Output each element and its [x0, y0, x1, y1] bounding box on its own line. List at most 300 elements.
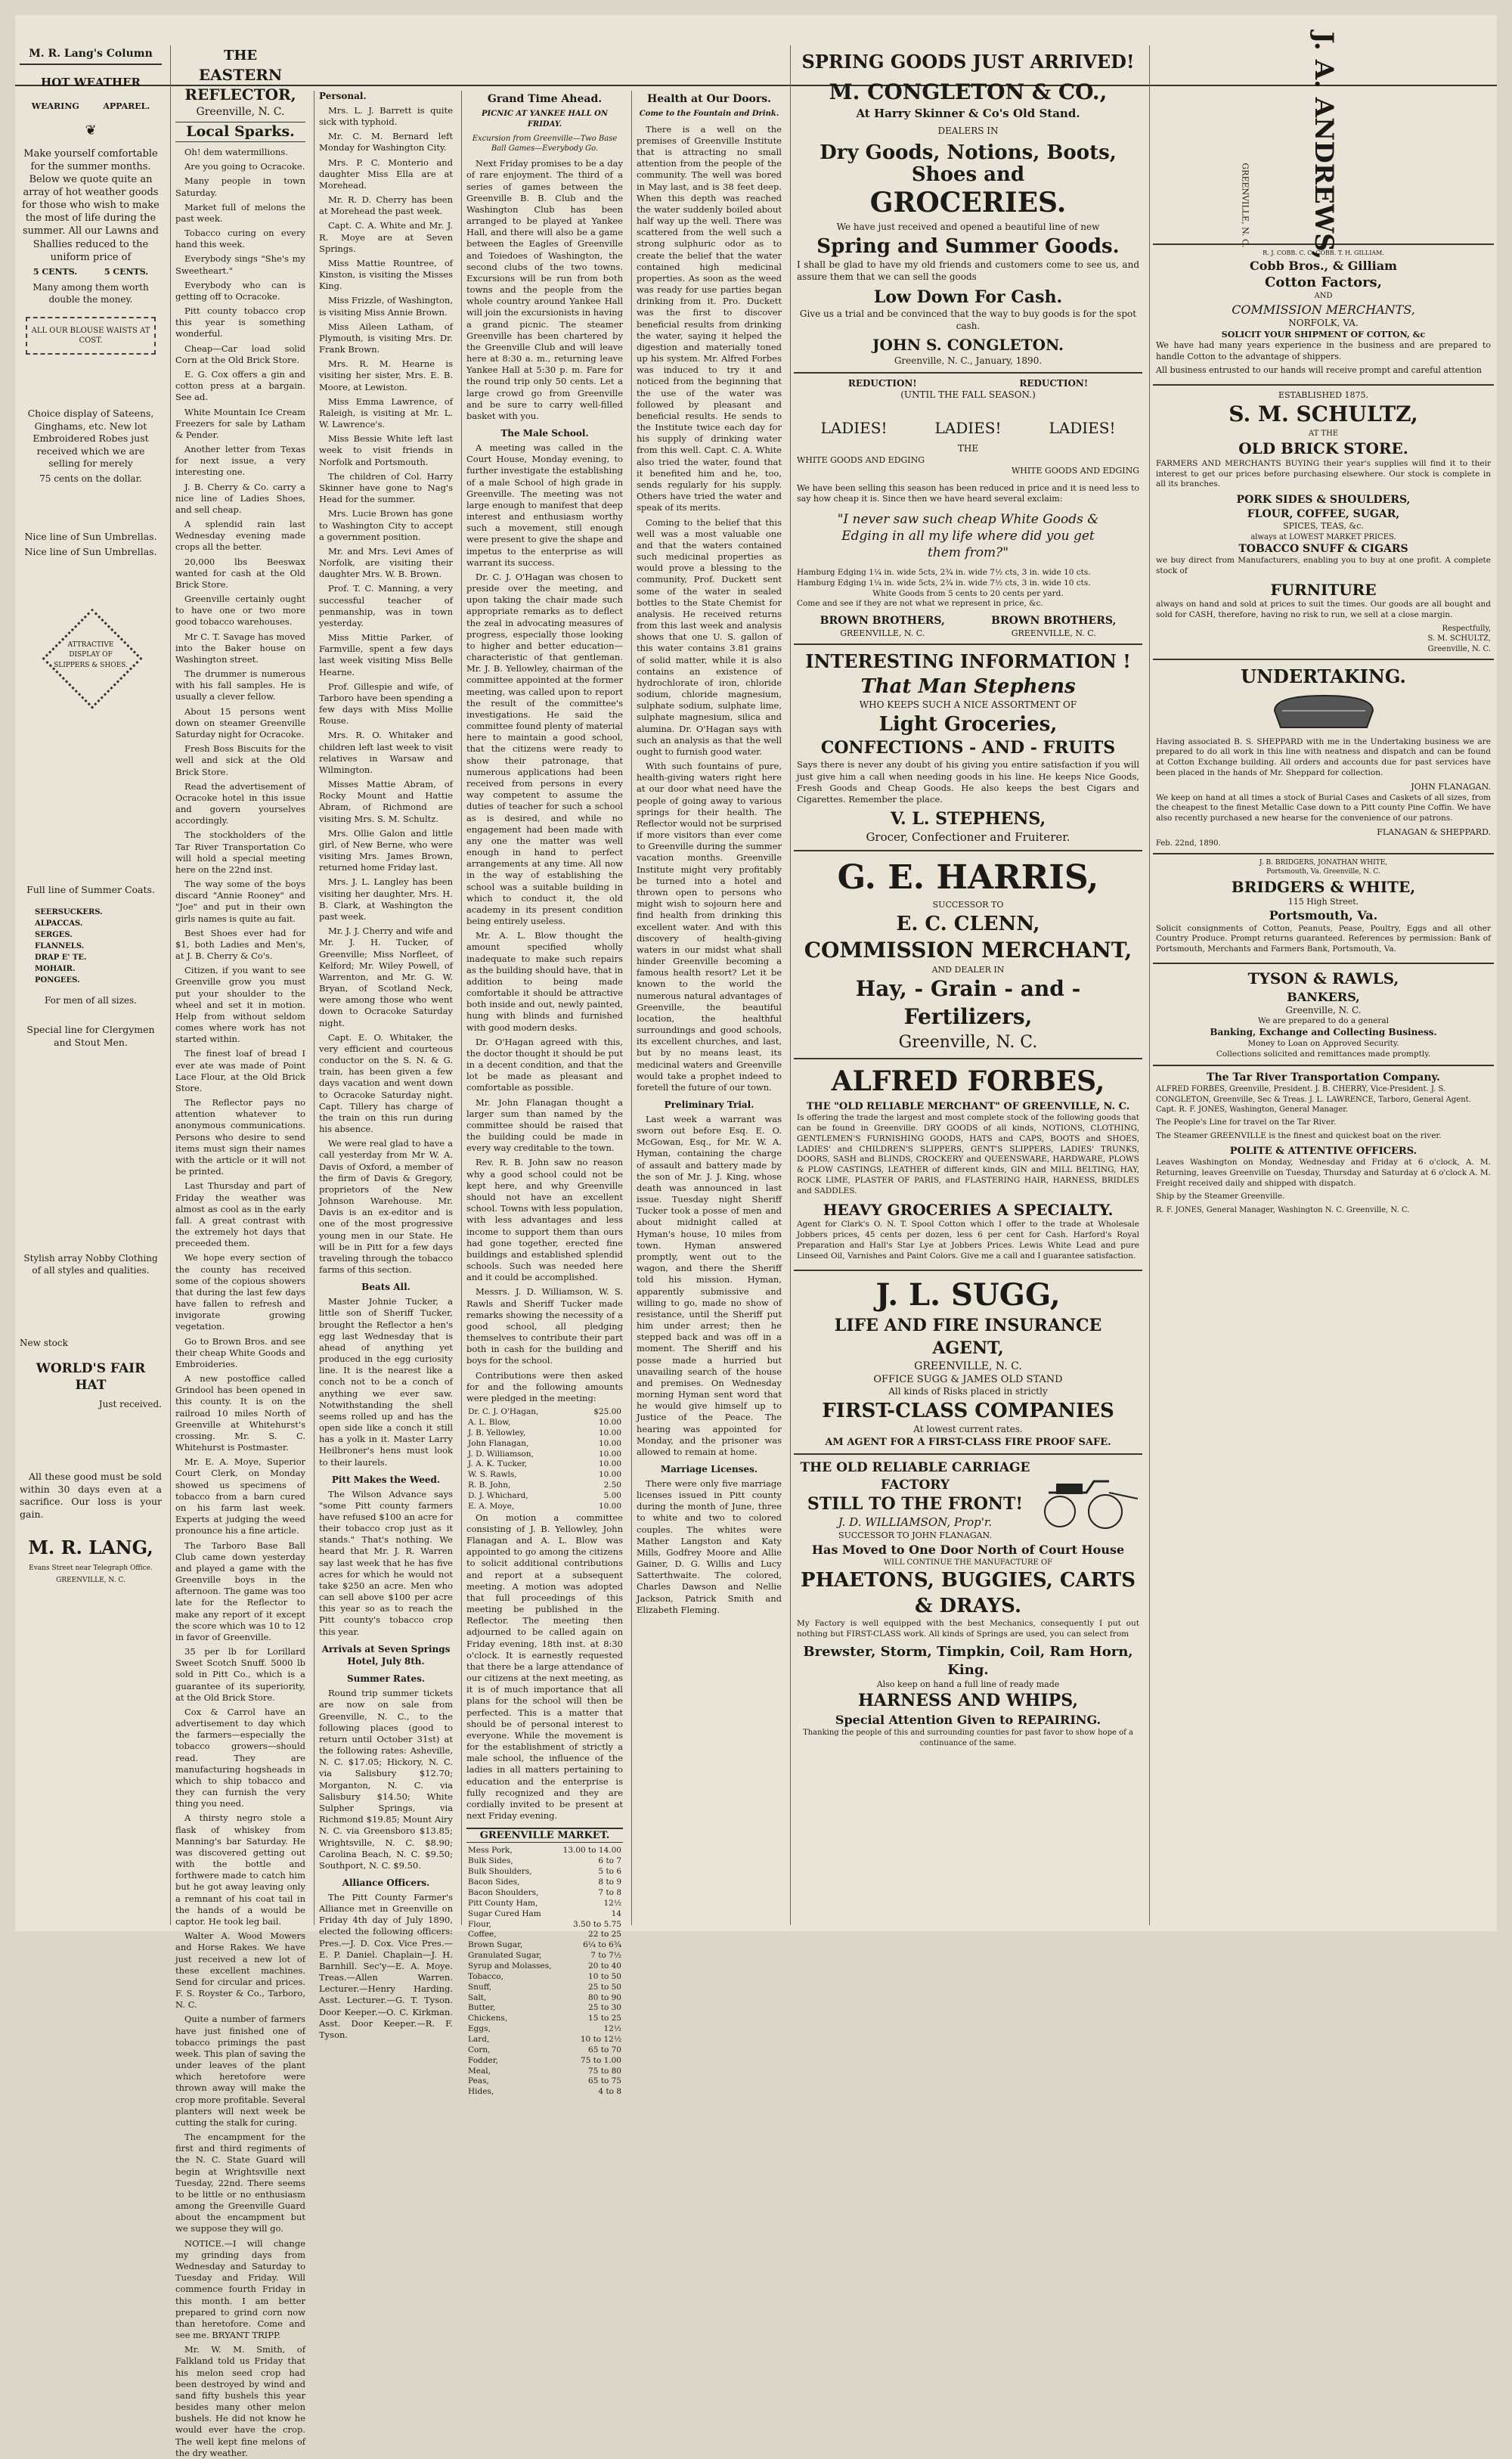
sugg-ad: [794, 1271, 1142, 1456]
skinner-stand: At Harry Skinner & Co's Old Stand.: [856, 106, 1080, 120]
local-item: A thirsty negro stole a flask of whiskey from Manning's bar Saturday. He was discovered getting out with the bottle and forthwere made to catch him but he got away leaving only a remnant of his coat tail in the hands of a would be captor. He took leg bail.: [175, 1812, 305, 1927]
bridgers-name: BRIDGERS & WHITE,: [1231, 877, 1416, 896]
local-item: Last Thursday and part of Friday the weather was almost as cool as in the early fall. A great contrast with the extremely hot days that preceeded them.: [175, 1180, 305, 1249]
clenn-name: E. C. CLENN,: [896, 912, 1040, 935]
tar-line: The People's Line for travel on the Tar River.: [1156, 1117, 1337, 1127]
bridgers-names: J. B. BRIDGERS, JONATHAN WHITE,: [1259, 858, 1388, 867]
market-row: [466, 1856, 623, 1867]
moved-line: Has Moved to One Door North of Court House: [811, 1542, 1125, 1557]
forbes-name: ALFRED FORBES,: [831, 1065, 1105, 1098]
market-row-value: 5 to 6: [598, 1867, 621, 1877]
market-row-value: 10 to 50: [588, 1971, 621, 1981]
pledge-row-value: 2.50: [603, 1481, 621, 1490]
market-row: [466, 1993, 623, 2004]
market-row-label: Flour,: [468, 1919, 491, 1929]
center-ads-column: [790, 45, 1145, 1925]
congleton-call: Give us a trial and be convinced that the way to buy goods is for the spot cash.: [799, 308, 1137, 331]
market-row-label: Pitt County Ham,: [468, 1898, 538, 1908]
congleton-ad: [794, 45, 1142, 374]
local-item: Oh! dem watermillions.: [184, 147, 288, 158]
carriage-titles: [797, 1459, 1033, 1541]
brown-brothers-name: BROWN BROTHERS,: [820, 615, 945, 628]
tyson-text: We are prepared to do a general: [1258, 1016, 1389, 1026]
local-item: The stockholders of the Tar River Transportation Co will hold a special meeting here on the 22nd inst.: [175, 829, 305, 875]
market-row-value: 75 to 80: [588, 2066, 621, 2076]
tar-officers: ALFRED FORBES, Greenville, President. J. B. CHERRY, Vice-President. J. S. CONGLETON, Greenville, Sec & Treas. J. L. LAWRENCE, Tarboro, General Agent. Capt. R. F. JONES, Washington, General Manager.: [1156, 1085, 1471, 1114]
continue-line: WILL CONTINUE THE MANUFACTURE OF: [883, 1558, 1053, 1567]
money-line: Money to Loan on Approved Security.: [1247, 1039, 1399, 1049]
arrivals-heading: Arrivals at Seven Springs Hotel, July 8th.: [321, 1643, 451, 1667]
personal-item: The children of Col. Harry Skinner have gone to Nag's Head for the summer.: [319, 470, 453, 505]
health-paragraph: There is a well on the premises of Greenville Institute that is attracting no small attention from the people of the community. The well was bored in May last, and is 38 feet deep. When this depth was reached the water suddenly boiled about half way up the well. There was scattered from the well such a strong sulphuric odor as to create the belief that the water contained high medicinal properties. As soon as the weed was ready for use parties began drinking from it. Pro. Duckett was the first to discover beneficial results from drinking the water, saying it helped the digestion and materially toned up his system. Mr. Alfred Forbes was induced to try it and noticed from the beginning that the use of the water was followed by pleasant and beneficial results. He sends to the Institute twice each day for his supply of drinking water from this well. Capt. C. A. White also tried the water, found that it benefited him and he, too, sends regularly for his supply. Others have tried the water and speak of its merits.: [637, 123, 782, 513]
personal-item: Mrs. R. O. Whitaker and children left last week to visit relatives in Warsaw and Wilmington.: [319, 730, 453, 775]
ladies-label: LADIES!: [820, 419, 888, 438]
for-men: For men of all sizes.: [45, 995, 137, 1006]
bankers: BANKERS,: [1287, 989, 1360, 1004]
pledge-row-label: R. B. John,: [468, 1481, 511, 1490]
lang-signature: M. R. LANG,: [28, 1536, 153, 1559]
schultz-sig: S. M. SCHULTZ,: [1427, 634, 1491, 643]
schultz-town: Greenville, N. C.: [1427, 644, 1491, 653]
market-row: [466, 2087, 623, 2098]
brown-town-row: [797, 628, 1139, 640]
personal-column: [314, 91, 457, 2040]
male-school-heading: The Male School.: [500, 428, 589, 439]
personal-item: Miss Mattie Rountree, of Kinston, is visiting the Misses King.: [319, 257, 453, 292]
stephens-heading: That Man Stephens: [860, 675, 1076, 698]
local-item: The Tarboro Base Ball Club came down yesterday and played a game with the Greenville boys in the afternoon. The game was too late for the Reflector to make any report of it except the score which was 10 to 12 in favor of Greenville.: [175, 1540, 305, 1642]
pledge-row-label: J. B. Yellowley,: [468, 1428, 526, 1437]
cotton-factors: Cotton Factors,: [1265, 274, 1382, 290]
marriage-text: There were only five marriage licenses issued in Pitt county during the month of June, three to white and two to colored couples. The whites were Mather Langston and Katy Mills, Godfrey Moore and Allie Gainer, D. G. Willis and Lucy Satterthwaite. The colored, Charles Dawson and Nellie Jackson, Patrick Smith and Elizabeth Fleming.: [637, 1478, 782, 1615]
beats-text: Master Johnie Tucker, a little son of Sheriff Tucker, brought the Reflector a hen's egg last Wednesday that is ahead of anything yet produced in the egg curiosity line. It is the nearest like a conch not to be a conch of anything we ever saw. Notwithstanding the shell seems rolled up and has the open side like a conch it still has a yolk in it. Master Larry Heilbroner's hens must look to their laurels.: [319, 1296, 453, 1468]
personal-item: Miss Mittie Parker, of Farmville, spent a few days last week visiting Miss Belle Hearne.: [319, 632, 453, 678]
steamer-line: The Steamer GREENVILLE is the finest and quickest boat on the river.: [1156, 1130, 1442, 1140]
flanagan-sig: JOHN FLANAGAN.: [1411, 782, 1491, 792]
carriage-header: [797, 1459, 1139, 1541]
price-row: [20, 267, 162, 278]
grand-time-text: Next Friday promises to be a day of rare enjoyment. The third of a series of games between the Greenville B. B. Club and the Washington Club has been arranged to be played at Yankee Hall, and there will also be a game between the Eagles of Greenville and Toiedoes of Washington, the second clubs of the two towns. Excursions will be run from both towns and the people from the whole country around Yankee Hall will join the excursionists in having a grand picnic. The steamer Greenville has been chartered by the Greenville Club and will leave here at 8:30 a. m., returning leave Yankee Hall at 5:30 p. m. Fare for the round trip only 50 cents. Let a large crowd go from Greenville and be sure to carry well-filled basket with you.: [466, 158, 623, 421]
undertaking-heading: UNDERTAKING.: [1241, 665, 1406, 687]
market-row: [466, 2035, 623, 2045]
worlds-fair-hat: WORLD'S FAIR HAT: [36, 1360, 146, 1394]
pledge-row-label: Dr. C. J. O'Hagan,: [468, 1407, 539, 1417]
market-row-value: 12½: [603, 1898, 621, 1908]
market-row-label: Butter,: [468, 2003, 496, 2013]
reduction-row: [797, 378, 1139, 390]
market-row-value: 25 to 50: [588, 1982, 621, 1992]
market-row-value: 10 to 12½: [580, 2034, 621, 2044]
picnic-subheading: PICNIC AT YANKEE HALL ON FRIDAY.: [482, 110, 608, 129]
bridgers-addr: 115 High Street.: [1287, 896, 1359, 907]
lang-column-title: M. R. Lang's Column: [20, 47, 162, 65]
apparel-label: APPAREL.: [103, 101, 150, 112]
harness-intro: Also keep on hand a full line of ready made: [876, 1679, 1060, 1689]
right-ads-column: [1149, 31, 1497, 1925]
market-row-value: 7 to 8: [598, 1887, 621, 1897]
hamburg-line: Hamburg Edging 1¼ in. wide 5cts, 2¾ in. wide 7½ cts, 3 in. wide 10 cts.: [797, 578, 1091, 588]
pitt-heading: Pitt Makes the Weed.: [331, 1474, 441, 1485]
school-paragraph: Mr. A. L. Blow thought the amount specified wholly inadequate to make such repairs as the building should have, that in addition to being made comfortable it should be attractive both inside and out, newly painted, hung with blinds and furnished with good modern desks.: [466, 930, 623, 1033]
local-item: Everybody who can is getting off to Ocracoke.: [175, 279, 305, 302]
white-goods-label-right: WHITE GOODS AND EDGING: [1011, 466, 1139, 476]
undertaking-text: Having associated B. S. SHEPPARD with me in the Undertaking business we are prepared to do all work in this line with neatness and dispatch and can be found at Cotton Exchange building. All orders and accounts due for past services have been placed in the hands of Mr. Sheppard for collection.: [1156, 736, 1491, 778]
ladies-label: LADIES!: [1049, 419, 1116, 438]
pledge-row: [466, 1470, 623, 1481]
springs-line: Brewster, Storm, Timpkin, Coil, Ram Horn, King.: [803, 1644, 1133, 1678]
pledge-row: [466, 1428, 623, 1439]
carriage-ad: [794, 1455, 1142, 1752]
local-items-list: [175, 147, 305, 2459]
market-table: [466, 1846, 623, 2098]
market-row-label: Syrup and Molasses,: [468, 1961, 552, 1971]
local-item: Citizen, if you want to see Greenville grow you must put your shoulder to the wheel and set it in motion. Help from without seldom comes where work has not started within.: [175, 965, 305, 1045]
market-row-label: Brown Sugar,: [468, 1940, 523, 1950]
price-right: 5 CENTS.: [104, 266, 149, 277]
solicit-line: SOLICIT YOUR SHIPMENT OF COTTON, &c: [1221, 329, 1426, 340]
come-see: Come and see if they are not what we represent in price, &c.: [797, 599, 1043, 609]
still-front: STILL TO THE FRONT!: [807, 1494, 1024, 1515]
flanagan-sheppard: FLANAGAN & SHEPPARD.: [1377, 827, 1491, 838]
spring-summer-heading: Spring and Summer Goods.: [816, 234, 1120, 258]
market-row: [466, 2076, 623, 2087]
lowest-rates: At lowest current rates.: [913, 1424, 1023, 1435]
banking-line: Banking, Exchange and Collecting Business.: [1210, 1027, 1437, 1038]
local-item: Greenville certainly ought to have one or two more good tobacco warehouses.: [175, 594, 305, 628]
display-of-label: DISPLAY OF: [69, 651, 113, 659]
market-row: [466, 2014, 623, 2024]
market-row-label: Bulk Shoulders,: [468, 1867, 532, 1877]
bridgers-text: Solicit consignments of Cotton, Peanuts, Pease, Poultry, Eggs and all other Country Produce. Prompt returns guaranteed. References by permission: Bank of Portsmouth, Merchants and Farmers Bank, Portsmouth, Va.: [1156, 923, 1491, 954]
stylish-clothing: Stylish array Nobby Clothing of all styles and qualities.: [23, 1253, 158, 1276]
market-row-value: 4 to 8: [598, 2087, 621, 2097]
market-row-label: Bacon Shoulders,: [468, 1887, 539, 1897]
sugg-sub: LIFE AND FIRE INSURANCE AGENT,: [834, 1316, 1102, 1358]
pledge-row-value: 10.00: [598, 1417, 621, 1427]
market-row: [466, 1940, 623, 1951]
established: ESTABLISHED 1875.: [1278, 389, 1368, 400]
buggy-icon: [1033, 1470, 1139, 1530]
local-item: The Reflector pays no attention whatever to anonymous communications. Persons who desire to send items must sign their names with the article or it will not be printed.: [175, 1097, 305, 1177]
pledge-after-text: On motion a committee consisting of J. B. Yellowley, John Flanagan and A. L. Blow was appointed to go among the citizens to solicit additional contributions and report at a subsequent meeting. A motion was adopted that full proceedings of this meeting be published in the Reflector. The meeting then adjourned to be called again on Friday evening, 18th inst. at 8:30 o'clock. It is earnestly requested that there be a large attendance of our citizens at the next meeting, as it is of much importance that all plans for the school will then be perfected. This is a matter that should be of personal interest to everyone. While the movement is for the establishment of strictly a male school, the influence of the ladies in all matters pertaining to education and the enterprise is fully recognized and they are cordially invited to be present at next Friday evening.: [466, 1512, 623, 1822]
market-row-value: 6 to 7: [598, 1856, 621, 1866]
local-item: White Mountain Ice Cream Freezers for sale by Latham & Pender.: [175, 406, 305, 440]
personal-item: Prof. T. C. Manning, a very successful teacher of penmanship, was in town yesterday.: [319, 583, 453, 628]
alliance-text: The Pitt County Farmer's Alliance met in Greenville on Friday 4th day of July 1890, elected the following officers: Pres.—J. D. Cox. Vice Pres.—E. P. Daniel. Chaplain—J. H. Barnhill. Sec'y—E. A. Moye. Treas.—Allen Warren. Lecturer.—Henry Harding. Asst. Lecturer.—G. T. Tyson. Door Keeper.—O. C. Kirkman. Asst. Door Keeper.—R. F. Tyson.: [319, 1891, 453, 2040]
local-item: Mr. W. M. Smith, of Falkland told us Friday that his melon seed crop had been destroyed by wind and sand fifty bushels this year besides many other melon bushels. He did not know he would ever have the crop. The well kept fine melons of the dry weather.: [175, 2344, 305, 2458]
forbes-text: Is offering the trade the largest and most complete stock of the following goods that can be found in Greenville. DRY GOODS of all kinds, NOTIONS, CLOTHING, GENTLEMEN'S FURNISHING GOODS, HATS and CAPS, BOOTS and SHOES, LADIES' and CHILDREN'S SLIPPERS, GENT'S SLIPPERS, LADIES' TRUNKS, DOORS, SASH and BLINDS, CROCKERY and QUEENSWARE, HARDWARE, PLOWS & PLOW CASTINGS, LEATHER of different kinds, GIN and MILL BELTING, HAY, ROCK LIME, PLASTER OF PARIS, and FLASTERING HAIR, HARNESS, BRIDLES and SADDLES.: [797, 1112, 1139, 1195]
personal-item: Mr. R. D. Cherry has been at Morehead the past week.: [319, 194, 453, 217]
market-row-label: Snuff,: [468, 1982, 492, 1992]
market-row-label: Meal,: [468, 2066, 491, 2076]
furniture-text: always on hand and sold at prices to suit the times. Our goods are all bought and sold for CASH, therefore, having no risk to run, we sell at a close margin.: [1156, 600, 1491, 620]
congleton-date: Greenville, N. C., January, 1890.: [894, 355, 1043, 366]
spices-line: SPICES, TEAS, &c.: [1283, 521, 1364, 532]
cobb-names: R. J. COBB. C. C. COBB. T. H. GILLIAM.: [1263, 250, 1384, 256]
market-row: [466, 1909, 623, 1920]
market-row-value: 20 to 40: [588, 1961, 621, 1971]
opened-line: We have just received and opened a beautiful line of new: [836, 221, 1100, 232]
respectfully: Respectfully,: [1442, 625, 1491, 634]
drygoods-heading: Dry Goods, Notions, Boots, Shoes and: [820, 141, 1117, 186]
market-row: [466, 2024, 623, 2035]
local-item: Everybody sings "She's my Sweetheart.": [175, 253, 305, 276]
forbes-sub: THE "OLD RELIABLE MERCHANT" OF GREENVILLE, N. C.: [806, 1100, 1130, 1112]
market-row: [466, 1867, 623, 1878]
slippers-diamond: [34, 612, 147, 702]
factory-text: My Factory is well equipped with the best Mechanics, consequently I put out nothing but FIRST-CLASS work. All kinds of Springs are used, you can select from: [797, 1619, 1139, 1639]
market-row-value: 80 to 90: [588, 1992, 621, 2002]
pork-line: PORK SIDES & SHOULDERS,: [1236, 494, 1411, 507]
market-row-label: Mess Pork,: [468, 1846, 513, 1856]
local-item: We hope every section of the county has received some of the copious showers that during the last few days have fallen to refresh and invigorate growing vegetation.: [175, 1252, 305, 1332]
market-row-label: Eggs,: [468, 2024, 491, 2034]
pledge-row: [466, 1439, 623, 1450]
local-sparks-column: [170, 45, 310, 2458]
tyson-ad: [1153, 964, 1494, 1066]
local-item: The drummer is numerous with his fall samples. He is usually a clever fellow.: [175, 668, 305, 702]
personal-item: Mrs. R. M. Hearne is visiting her sister, Mrs. E. B. Moore, at Lewiston.: [319, 358, 453, 392]
masthead-title: EASTERN REFLECTOR,: [184, 65, 296, 104]
fabric-item: FLANNELS.: [35, 942, 85, 951]
pledge-row-value: 10.00: [598, 1470, 621, 1480]
grand-time-column: [461, 91, 627, 2097]
market-row-value: 14: [611, 1909, 621, 1918]
andrews-town: GREENVILLE, N. C.: [1240, 163, 1250, 248]
local-item: The way some of the boys discard "Annie Rooney" and "Joe" and put in their own girls names is quite au fait.: [175, 879, 305, 924]
pledge-table: [466, 1407, 623, 1512]
blouse-box: ALL OUR BLOUSE WAISTS AT COST.: [26, 317, 156, 355]
phaetons-line: PHAETONS, BUGGIES, CARTS & DRAYS.: [801, 1568, 1136, 1618]
local-item: Market full of melons the past week.: [175, 201, 305, 224]
market-row-label: Chickens,: [468, 2014, 508, 2023]
personal-item: Prof. Gillespie and wife, of Tarboro have been spending a few days with Miss Mollie Rouse.: [319, 681, 453, 727]
andrews-name: J. A. ANDREWS,: [1308, 31, 1339, 260]
brown-town: GREENVILLE, N. C.: [1011, 628, 1096, 638]
market-row-value: 65 to 75: [588, 2076, 621, 2086]
market-row-value: 65 to 70: [588, 2045, 621, 2054]
hot-weather-banner: [20, 76, 162, 91]
local-item: Best Shoes ever had for $1, both Ladies and Men's, at J. B. Cherry & Co's.: [175, 927, 305, 962]
hay-grain: Hay, - Grain - and - Fertilizers,: [855, 976, 1081, 1030]
male-school-text: [466, 442, 623, 1404]
market-row-label: Peas,: [468, 2076, 489, 2086]
stephens-keeps: WHO KEEPS SUCH A NICE ASSORTMENT OF: [859, 699, 1077, 711]
marriage-heading: Marriage Licenses.: [660, 1464, 758, 1475]
excursion-subheading: Excursion from Greenville—Two Base Ball Games—Everybody Go.: [472, 134, 618, 153]
white-goods-price: White Goods from 5 cents to 20 cents per yard.: [872, 588, 1064, 598]
ladies-label: LADIES!: [934, 419, 1002, 438]
fabric-list: [35, 907, 162, 986]
pledge-row-value: 10.00: [598, 1428, 621, 1437]
local-item: About 15 persons went down on steamer Greenville Saturday night for Ocracoke.: [175, 705, 305, 740]
steamer-text: Leaves Washington on Monday, Wednesday and Friday at 6 o'clock, A. M. Returning, leaves Greenville on Tuesday, Thursday and Saturday at 6 o'clock A. M. Freight received daily and shipped with dispatch.: [1156, 1157, 1491, 1188]
undertaking-ad: [1153, 660, 1494, 854]
jones-line: R. F. JONES, General Manager, Washington N. C. Greenville, N. C.: [1156, 1206, 1410, 1215]
health-paragraph: With such fountains of pure, health-giving waters right here at our door what need have the people of going away to various springs for their health. The Reflector would not be surprised if more visitors than ever come to Greenville during the summer vacation months. Greenville Institute might very profitably be turned into a hotel and thrown open to persons who might wish to sojourn here and find health from drinking this excellent water. And with this discovery of health-giving waters in our midst what shall hinder Greenville becoming a famous health resort? Let it be known to the world the numerous natural advantages of Greenville, the beautiful location, the healthful surroundings and good schools, its excellent churches, and last, but by no means least, its medicinal waters and Greenville would take a prophet indeed to foretell the future of our town.: [637, 761, 782, 1093]
market-row: [466, 1930, 623, 1940]
local-item: Quite a number of farmers have just finished one of tobacco primings the past week. This plan of saving the under leaves of the plant which heretofore were thrown away will make the crop more profitable. Several planters will next week be cutting the stalk for curing.: [175, 2014, 305, 2128]
first-class: FIRST-CLASS COMPANIES: [822, 1400, 1114, 1422]
lang-town: GREENVILLE, N. C.: [56, 1576, 125, 1584]
market-row: [466, 1961, 623, 1972]
lang-address: Evans Street near Telegraph Office.: [29, 1564, 153, 1572]
personal-heading: Personal.: [319, 91, 367, 101]
harris-ad: [794, 851, 1142, 1059]
market-row-label: Hides,: [468, 2087, 494, 2097]
sugg-name: J. L. SUGG,: [875, 1276, 1061, 1313]
local-item: Another letter from Texas for next issue, a very interesting one.: [175, 444, 305, 478]
health-text: [637, 124, 782, 1093]
brown-brothers-row: [797, 614, 1139, 628]
pledge-row: [466, 1481, 623, 1491]
local-item: Walter A. Wood Mowers and Horse Rakes. We have just received a new lot of these excellent machines. Send for circular and prices. F. S. Royster & Co., Tarboro, N. C.: [175, 1930, 305, 2011]
school-paragraph: Mr. John Flanagan thought a larger sum than named by the committee should be raised that the building could be made in every way creditable to the town.: [466, 1096, 623, 1154]
pledge-row: [466, 1407, 623, 1418]
local-item: 35 per lb for Lorillard Sweet Scotch Snuff. 5000 lb sold in Pitt Co., which is a guarantee of its superiority, at the Old Brick Store.: [175, 1646, 305, 1703]
the-label: THE: [957, 442, 979, 454]
norfolk-label: NORFOLK, VA.: [1288, 317, 1359, 328]
market-row: [466, 1878, 623, 1888]
school-paragraph: Messrs. J. D. Williamson, W. S. Rawls and Sheriff Tucker made remarks showing the necessity of a good school, all pledging themselves to contribute their part both in cash for the building and boys for the school.: [466, 1286, 623, 1366]
market-row-label: Granulated Sugar,: [468, 1951, 542, 1961]
pledge-row-value: 10.00: [598, 1449, 621, 1459]
tyson-town: Greenville, N. C.: [1285, 1004, 1362, 1016]
market-row: [466, 1899, 623, 1909]
lang-column: [15, 45, 166, 1925]
ladies-row: [797, 418, 1139, 438]
pledge-row-label: E. A. Moye,: [468, 1501, 515, 1511]
personal-item: Mr. C. M. Bernard left Monday for Washington City.: [319, 131, 453, 153]
schultz-name: S. M. SCHULTZ,: [1228, 402, 1418, 427]
casket-icon: [1267, 688, 1380, 733]
personal-item: Capt. C. A. White and Mr. J. R. Moye are at Seven Springs.: [319, 220, 453, 254]
market-row-label: Sugar Cured Ham: [468, 1909, 541, 1918]
undertaking-date: Feb. 22nd, 1890.: [1156, 839, 1221, 848]
tar-river-ad: [1153, 1066, 1494, 1223]
market-row-value: 8 to 9: [598, 1878, 621, 1887]
selling-text: We have been selling this season has been reduced in price and it is need less to say how cheap it is. Since then we have heard several exclaim:: [797, 482, 1139, 504]
personal-item: Mrs. L. J. Barrett is quite sick with typhoid.: [319, 104, 453, 127]
beats-heading: Beats All.: [361, 1282, 411, 1293]
personal-item: Mrs. Ollie Galon and little girl, of New Berne, who were visiting Mrs. James Brown, returned home Friday last.: [319, 827, 453, 873]
customer-quote: "I never saw such cheap White Goods & Edging in all my life where did you get them from?": [837, 511, 1099, 561]
local-item: Cheap—Car load solid Corn at the Old Brick Store.: [175, 343, 305, 365]
market-row-label: Coffee,: [468, 1930, 497, 1940]
market-row-value: 22 to 25: [588, 1930, 621, 1940]
local-item: The finest loaf of bread I ever ate was made of Point Lace Flour, at the Old Brick Store.: [175, 1048, 305, 1093]
market-row-value: 3.50 to 5.75: [573, 1919, 621, 1929]
health-paragraph: Coming to the belief that this well was a most valuable one and that the waters contained such medicinal properties as would prove a blessing to the community, Prof. Duckett sent some of the water in sealed bottles to the State Chemist for analysis. He received returns from this last week and analysis shows that one U. S. gallon of this water contains 3.81 grains of solid matter, while it is also contains an existence of hydrochlorate of iron, chloride sodium, chloride magnesium, sulphate sodium, sulphate lime, sulphate magnesium, silica and alumina. Dr. O'Hagan says with such an analysis as that the well ought to furnish good water.: [637, 516, 782, 757]
fabric-item: DRAP E' TE.: [35, 954, 87, 963]
at-the: AT THE: [1308, 429, 1339, 439]
fabric-item: MOHAIR.: [35, 965, 76, 974]
local-item: E. G. Cox offers a gin and cotton press at a bargain. See ad.: [175, 369, 305, 403]
pledge-row-label: J. A. K. Tucker,: [468, 1459, 528, 1469]
just-received: Just received.: [98, 1398, 162, 1409]
lowest-prices: always at LOWEST MARKET PRICES.: [1250, 532, 1396, 541]
umbrellas-1: Nice line of Sun Umbrellas.: [24, 530, 157, 542]
market-heading: GREENVILLE MARKET.: [466, 1828, 623, 1843]
old-brick-store: OLD BRICK STORE.: [1238, 439, 1408, 458]
grand-time-heading: Grand Time Ahead.: [487, 93, 603, 105]
ornament-icon: ❦: [85, 122, 97, 138]
newspaper-page: [15, 15, 1497, 2458]
collections-line: Collections solicited and remittances made promptly.: [1216, 1050, 1431, 1059]
market-row-value: 6¼ to 6¾: [583, 1940, 621, 1950]
flanagan-text: We keep on hand at all times a stock of Burial Cases and Caskets of all sizes, from the cheapest to the finest Metallic Case down to a Pitt county Pine Coffin. We have also recently purchased a new hearse for the convenience of our patrons.: [1156, 792, 1491, 823]
spring-goods-heading: SPRING GOODS JUST ARRIVED!: [801, 51, 1135, 73]
low-down-heading: Low Down For Cash.: [873, 287, 1063, 307]
schultz-ad: [1153, 386, 1494, 660]
thanks-line: Thanking the people of this and surrounding counties for past favor to show hope of a continuance of the same.: [803, 1729, 1133, 1747]
trial-heading: Preliminary Trial.: [664, 1099, 754, 1111]
pledge-row-value: 10.00: [598, 1438, 621, 1448]
market-row-label: Lard,: [468, 2034, 490, 2044]
local-item: J. B. Cherry & Co. carry a nice line of Ladies Shoes, and sell cheap.: [175, 481, 305, 515]
tyson-name: TYSON & RAWLS,: [1247, 969, 1399, 988]
brown-town: GREENVILLE, N. C.: [840, 628, 925, 638]
cobb-text-2: All business entrusted to our hands will receive prompt and careful attention: [1156, 365, 1482, 376]
health-column: [631, 91, 786, 1925]
pledge-row: [466, 1491, 623, 1502]
market-row-label: Fodder,: [468, 2055, 498, 2065]
wearing-label: WEARING: [31, 101, 79, 112]
fabric-item: SEERSUCKERS.: [35, 908, 103, 917]
local-item: A splendid rain last Wednesday evening made crops all the better.: [175, 519, 305, 553]
local-item: Cox & Carrol have an advertisement to day which the farmers—especially the tobacco growers—should read. They are manufacturing hogsheads in which to ship tobacco and they can furnish the very thing you need.: [175, 1706, 305, 1809]
sateens-price: 75 cents on the dollar.: [39, 473, 142, 484]
commission-merchants: COMMISSION MERCHANTS,: [1232, 302, 1415, 317]
and-dealer: AND DEALER IN: [931, 964, 1005, 975]
harris-name: G. E. HARRIS,: [837, 858, 1099, 897]
reduction-label: REDUCTION!: [1019, 377, 1089, 389]
hot-weather-text: HOT WEATHER: [41, 76, 141, 90]
sugg-town: GREENVILLE, N. C.: [914, 1360, 1022, 1372]
personal-item: Miss Emma Lawrence, of Raleigh, is visiting at Mr. L. W. Lawrence's.: [319, 395, 453, 430]
local-item: The encampment for the first and third regiments of the N. C. State Guard will begin at Wrightsville next Tuesday, 22nd. There seems to be little or no enthusiasm among the Greenville Guard about the encampment but we suppose they will go.: [175, 2132, 305, 2234]
local-item: Tobacco curing on every hand this week.: [175, 228, 305, 250]
pledge-row-label: D. J. Whichard,: [468, 1490, 528, 1500]
harris-town: Greenville, N. C.: [898, 1033, 1038, 1053]
wearing-apparel-banner: [20, 101, 162, 113]
flanagan-successor: SUCCESSOR TO JOHN FLANAGAN.: [838, 1530, 992, 1540]
heavy-groceries: HEAVY GROCERIES A SPECIALTY.: [823, 1200, 1114, 1219]
pledge-row-value: $25.00: [593, 1407, 621, 1417]
john-congleton: JOHN S. CONGLETON.: [872, 336, 1064, 355]
brown-brothers-name: BROWN BROTHERS,: [991, 615, 1117, 628]
local-item: Fresh Boss Biscuits for the well and sick at the Old Brick Store.: [175, 743, 305, 777]
bridgers-ad: [1153, 854, 1494, 964]
pledge-row-value: 5.00: [603, 1490, 621, 1500]
schultz-text: FARMERS AND MERCHANTS BUYING their year's supplies will find it to their interest to get our prices before purchasing elsewhere. Our stock is complete in all its branches.: [1156, 458, 1491, 489]
health-subheading: Come to the Fountain and Drink.: [639, 110, 779, 119]
sugg-risks: All kinds of Risks placed in strictly: [888, 1386, 1048, 1397]
school-paragraph: Dr. O'Hagan agreed with this, the doctor thought it should be put in a decent condition, and that the lot be made as pleasant and comfortable as possible.: [466, 1036, 623, 1093]
safe-agent: AM AGENT FOR A FIRST-CLASS FIRE PROOF SAFE.: [825, 1437, 1111, 1449]
confections: CONFECTIONS - AND - FRUITS: [820, 738, 1116, 758]
forbes-agent: Agent for Clark's O. N. T. Spool Cotton which I offer to the trade at Wholesale Jobbers prices, 45 cents per dozen, less 6 per cent for Cash. Harford's Royal Preparation and Hall's Star Lye at Jobbers Prices. Lewis White Lead and pure Linseed Oil, Varnishes and Paint Colors. Give me a call and I guarantee satisfaction.: [797, 1220, 1139, 1261]
local-item: Mr C. T. Savage has moved into the Baker house on Washington street.: [175, 631, 305, 665]
local-item: NOTICE.—I will change my grinding days from Wednesday and Saturday to Tuesday and Friday. Will commence fourth Friday in this month. I am better prepared to grind corn now than heretofore. Come and see me. BRYANT TRIPP.: [175, 2237, 305, 2341]
pledge-row-label: J. D. Williamson,: [468, 1449, 534, 1459]
market-row: [466, 1888, 623, 1899]
pledge-row: [466, 1418, 623, 1428]
congleton-glad: I shall be glad to have my old friends and customers come to see us, and assure them that we can sell the goods: [797, 259, 1139, 282]
worth-double: Many among them worth double the money.: [33, 282, 149, 305]
masthead-the: THE: [223, 48, 258, 64]
school-paragraph: Dr. C. J. O'Hagan was chosen to preside over the meeting, and upon taking the chair made such appropriate remarks as to deflect the zeal in advocating measures of progress, especially those looking to higher and better education—characteristic of that gentleman. Mr. J. B. Yellowley, chairman of the committee appointed at the former meeting, was called upon to report the result of the committee's investigations. He said the committee found plenty of material here to maintain a good school, that the citizens were ready to show their patronage, that numerous applications had been received from persons in every way competent to assume the duties of teacher for such a school as is desired, and while no engagement had been made with any one the matter was well enough in hand to perfect arrangements at any time. All now in the way of establishing the school was a suitable building in which to conduct it, the old academy in its present condition being entirely useless.: [466, 571, 623, 927]
